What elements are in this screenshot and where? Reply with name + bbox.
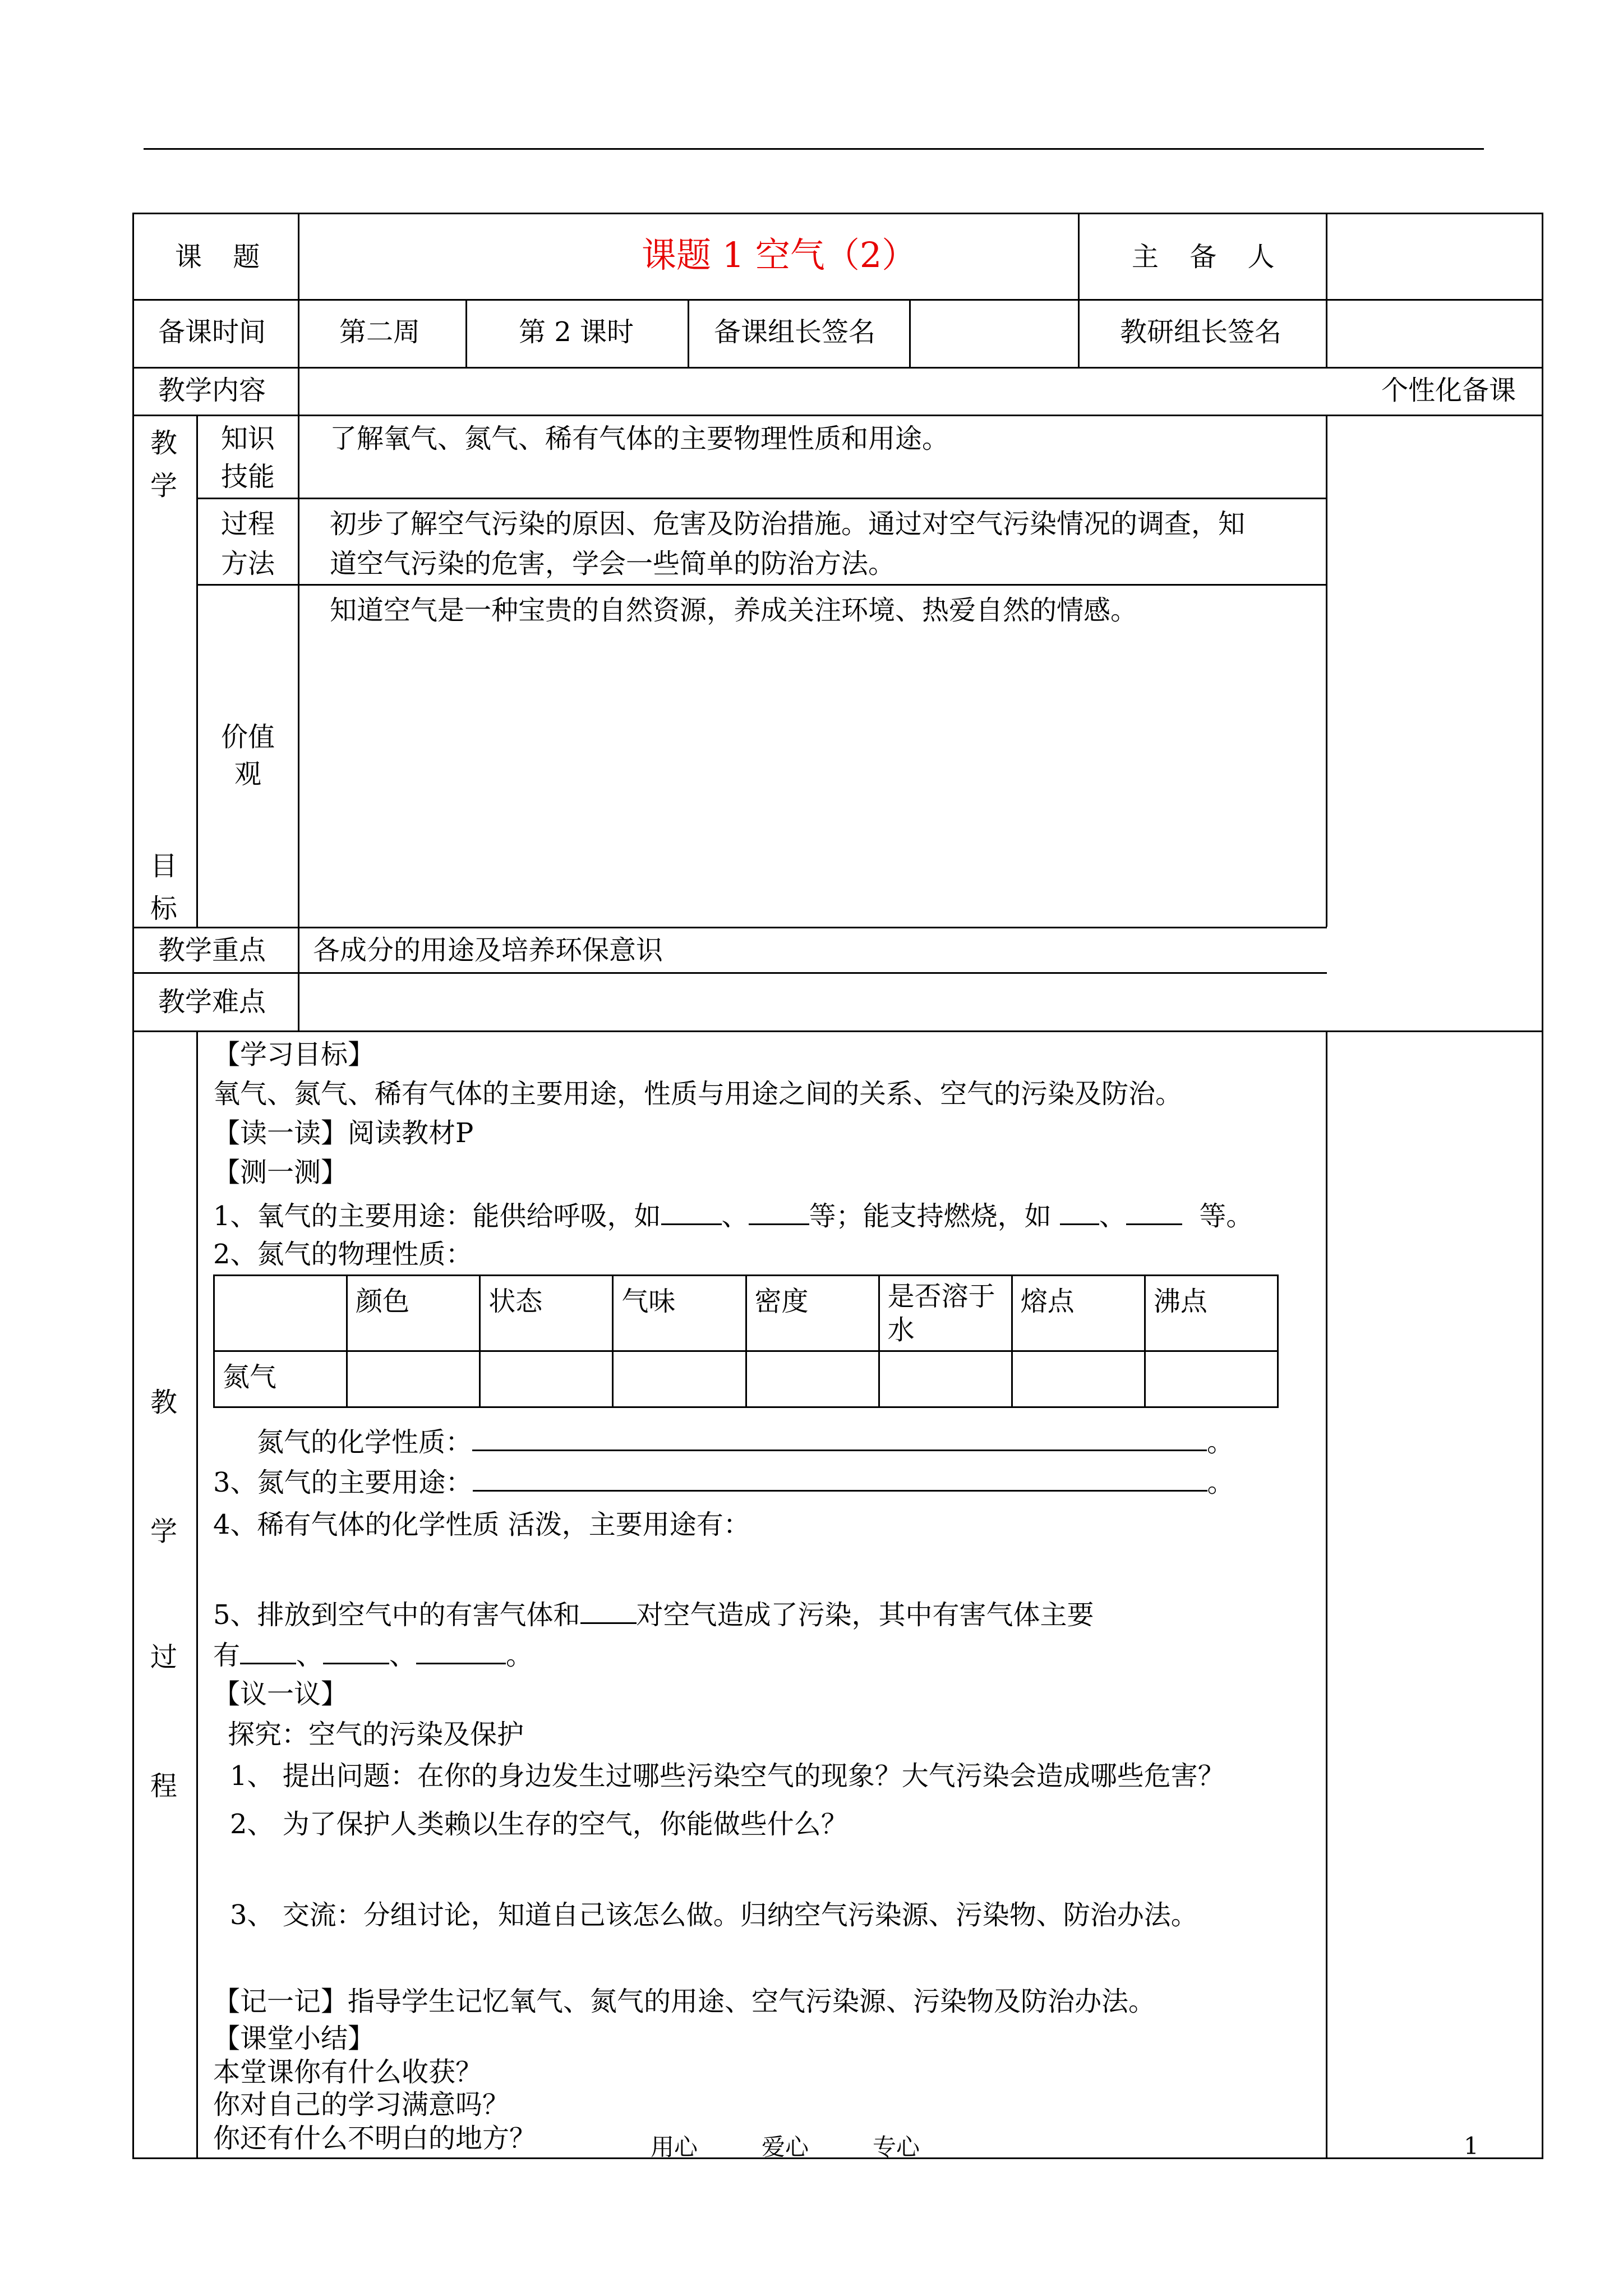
col-line bbox=[688, 299, 689, 367]
col-line bbox=[1078, 213, 1080, 367]
learning-goal-head: 【学习目标】 bbox=[213, 1039, 375, 1070]
knowledge-text: 了解氧气、氮气、稀有气体的主要物理性质和用途。 bbox=[330, 423, 949, 454]
page-title: 课题 1 空气（2） bbox=[642, 234, 917, 275]
table-header-density: 密度 bbox=[746, 1276, 879, 1351]
table-border-right bbox=[1542, 213, 1543, 2159]
summary-q2: 你对自己的学习满意吗？ bbox=[213, 2089, 510, 2120]
table-header-state: 状态 bbox=[480, 1276, 613, 1351]
goals-side-top: 教学 bbox=[150, 427, 178, 501]
read-head: 【读一读】阅读教材P bbox=[213, 1117, 474, 1149]
key-point-label: 教学重点 bbox=[158, 935, 266, 966]
question-4: 4、稀有气体的化学性质 活泼，主要用途有： bbox=[213, 1509, 750, 1540]
row-line bbox=[132, 299, 1543, 301]
discuss-head: 【议一议】 bbox=[213, 1678, 348, 1710]
col-line bbox=[1326, 1030, 1327, 2158]
col-line bbox=[196, 1030, 198, 2158]
explore-text: 探究：空气的污染及保护 bbox=[228, 1719, 524, 1750]
topic-label: 课 题 bbox=[175, 241, 260, 273]
week-value: 第二周 bbox=[339, 316, 421, 348]
question-3: 3、氮气的主要用途： 。 bbox=[213, 1464, 1234, 1499]
discuss-3: 3、 交流：分组讨论，知道自己该怎么做。归纳空气污染源、污染物、防治办法。 bbox=[230, 1899, 1198, 1931]
content-label: 教学内容 bbox=[158, 375, 266, 406]
research-leader-sign: 教研组长签名 bbox=[1120, 316, 1282, 348]
personal-label: 个性化备课 bbox=[1381, 375, 1516, 406]
summary-head: 【课堂小结】 bbox=[213, 2023, 375, 2054]
key-point-text: 各成分的用途及培养环保意识 bbox=[313, 935, 663, 966]
value-label-1: 价值 bbox=[221, 721, 275, 753]
col-line bbox=[298, 213, 299, 367]
footer-motto-2: 爱心 bbox=[762, 2133, 809, 2161]
col-line bbox=[196, 415, 198, 927]
value-text: 知道空气是一种宝贵的自然资源，养成关注环境、热爱自然的情感。 bbox=[330, 595, 1138, 626]
page-number: 1 bbox=[1464, 2132, 1479, 2160]
group-leader-sign: 备课组长签名 bbox=[714, 316, 876, 348]
process-label-2: 方法 bbox=[221, 548, 275, 579]
preparer-label: 主 备 人 bbox=[1132, 241, 1275, 273]
table-header-melting: 熔点 bbox=[1012, 1276, 1145, 1351]
knowledge-label-1: 知识 bbox=[221, 423, 275, 454]
process-text-1: 初步了解空气污染的原因、危害及防治措施。通过对空气污染情况的调查，知 bbox=[330, 508, 1246, 540]
col-line bbox=[465, 299, 467, 367]
remember-text: 【记一记】指导学生记忆氧气、氮气的用途、空气污染源、污染物及防治办法。 bbox=[213, 1986, 1156, 2017]
table-header-odor: 气味 bbox=[613, 1276, 746, 1351]
row-line bbox=[132, 415, 1543, 416]
time-label: 备课时间 bbox=[158, 316, 266, 348]
footer-motto-1: 用心 bbox=[651, 2133, 698, 2161]
row-line bbox=[196, 584, 1327, 586]
process-side-3: 过 bbox=[150, 1641, 178, 1673]
process-side-2: 学 bbox=[150, 1516, 178, 1547]
learning-goal-text: 氧气、氮气、稀有气体的主要用途，性质与用途之间的关系、空气的污染及防治。 bbox=[213, 1078, 1183, 1110]
question-1: 1、氧气的主要用途：能供给呼吸，如 、 等；能支持燃烧，如 、 等。 bbox=[213, 1198, 1253, 1233]
row-line bbox=[196, 498, 1327, 499]
table-cell bbox=[1145, 1351, 1278, 1407]
table-cell bbox=[480, 1351, 613, 1407]
table-cell bbox=[1012, 1351, 1145, 1407]
period-value: 第 2 课时 bbox=[519, 316, 634, 348]
nitrogen-properties-table bbox=[213, 1274, 1279, 1408]
goals-side-bottom: 目标 bbox=[150, 850, 178, 924]
row-line bbox=[132, 927, 1327, 928]
col-line bbox=[298, 367, 299, 1030]
row-line bbox=[132, 972, 1327, 974]
row-line bbox=[132, 367, 1543, 369]
col-line bbox=[1326, 415, 1327, 927]
value-label-2: 观 bbox=[234, 758, 262, 790]
table-row-label: 氮气 bbox=[214, 1351, 347, 1407]
table-border-left bbox=[132, 213, 134, 2159]
table-header-color: 颜色 bbox=[347, 1276, 480, 1351]
table-cell bbox=[746, 1351, 879, 1407]
process-label-1: 过程 bbox=[221, 508, 275, 540]
question-5-line-1: 5、排放到空气中的有害气体和 对空气造成了污染，其中有害气体主要 bbox=[213, 1596, 1094, 1632]
process-side-4: 程 bbox=[150, 1770, 178, 1802]
col-line bbox=[1326, 213, 1327, 367]
table-header-boiling: 沸点 bbox=[1145, 1276, 1278, 1351]
knowledge-label-2: 技能 bbox=[221, 461, 275, 493]
discuss-2: 2、 为了保护人类赖以生存的空气，你能做些什么？ bbox=[230, 1809, 848, 1840]
question-5-line-2: 有 、 、 。 bbox=[213, 1637, 533, 1672]
table-cell bbox=[879, 1351, 1012, 1407]
table-cell bbox=[347, 1351, 480, 1407]
row-line bbox=[132, 1030, 1543, 1032]
discuss-1: 1、 提出问题：在你的身边发生过哪些污染空气的现象？大气污染会造成哪些危害？ bbox=[230, 1760, 1225, 1792]
process-text-2: 道空气污染的危害，学会一些简单的防治方法。 bbox=[330, 548, 896, 579]
chem-prop-line: 氮气的化学性质： 。 bbox=[257, 1424, 1234, 1459]
test-head: 【测一测】 bbox=[213, 1157, 348, 1188]
header-rule bbox=[144, 148, 1484, 150]
table-header-blank bbox=[214, 1276, 347, 1351]
col-line bbox=[909, 299, 911, 367]
summary-q3: 你还有什么不明白的地方？ bbox=[213, 2123, 537, 2154]
footer-motto-3: 专心 bbox=[873, 2133, 920, 2161]
process-side-1: 教 bbox=[150, 1387, 178, 1418]
table-border-top bbox=[132, 213, 1543, 214]
table-header-solubility: 是否溶于水 bbox=[879, 1276, 1012, 1351]
summary-q1: 本堂课你有什么收获？ bbox=[213, 2056, 483, 2088]
table-border-bottom bbox=[132, 2157, 1543, 2159]
question-2: 2、氮气的物理性质： bbox=[213, 1239, 473, 1270]
table-cell bbox=[613, 1351, 746, 1407]
difficult-point-label: 教学难点 bbox=[158, 986, 266, 1018]
